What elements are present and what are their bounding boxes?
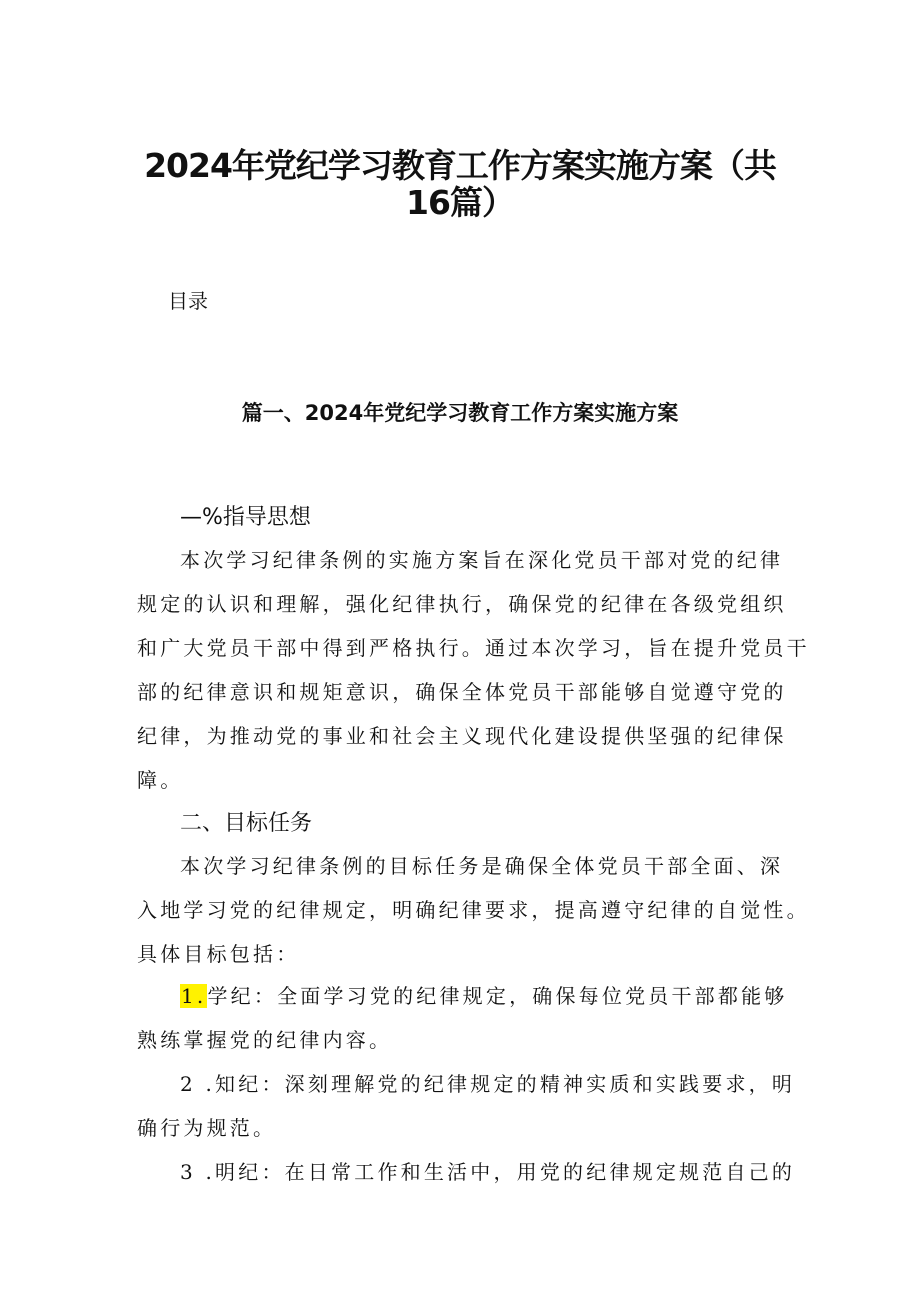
paragraph-line: 确行为规范。	[137, 1116, 277, 1140]
paragraph-line: 本次学习纪律条例的实施方案旨在深化党员干部对党的纪律	[180, 548, 784, 572]
list-item-2: 2 .知纪：深刻理解党的纪律规定的精神实质和实践要求，明	[180, 1072, 796, 1096]
list-item-3: 3 .明纪：在日常工作和生活中，用党的纪律规定规范自己的	[180, 1160, 796, 1184]
paragraph-line: 熟练掌握党的纪律内容。	[137, 1028, 393, 1052]
section-heading-guiding-ideology: —%指导思想	[180, 505, 311, 530]
paragraph-line: 入地学习党的纪律规定，明确纪律要求，提高遵守纪律的自觉性。	[137, 898, 810, 922]
toc-label: 目录	[168, 289, 208, 313]
paragraph-line: 本次学习纪律条例的目标任务是确保全体党员干部全面、深	[180, 854, 784, 878]
paragraph-line: 具体目标包括：	[137, 942, 300, 966]
list-item-1	[180, 980, 790, 1009]
section-heading-goals: 二、目标任务	[180, 811, 313, 836]
document-title-line1: 2024年党纪学习教育工作方案实施方案（共	[144, 146, 776, 185]
paragraph-line: 障。	[137, 768, 184, 792]
paragraph-line: 规定的认识和理解，强化纪律执行，确保党的纪律在各级党组织	[137, 592, 787, 616]
paragraph-line: 纪律，为推动党的事业和社会主义现代化建设提供坚强的纪律保	[137, 724, 787, 748]
document-title-line2: 16篇）	[406, 183, 514, 222]
chapter-title: 篇一、2024年党纪学习教育工作方案实施方案	[241, 401, 679, 425]
paragraph-line: 部的纪律意识和规矩意识，确保全体党员干部能够自觉遵守党的	[137, 680, 787, 704]
list-item-text: 学纪：全面学习党的纪律规定，确保每位党员干部都能够	[207, 984, 788, 1008]
highlighted-number: 1.	[181, 984, 207, 1008]
paragraph-line: 和广大党员干部中得到严格执行。通过本次学习，旨在提升党员干	[137, 636, 810, 660]
